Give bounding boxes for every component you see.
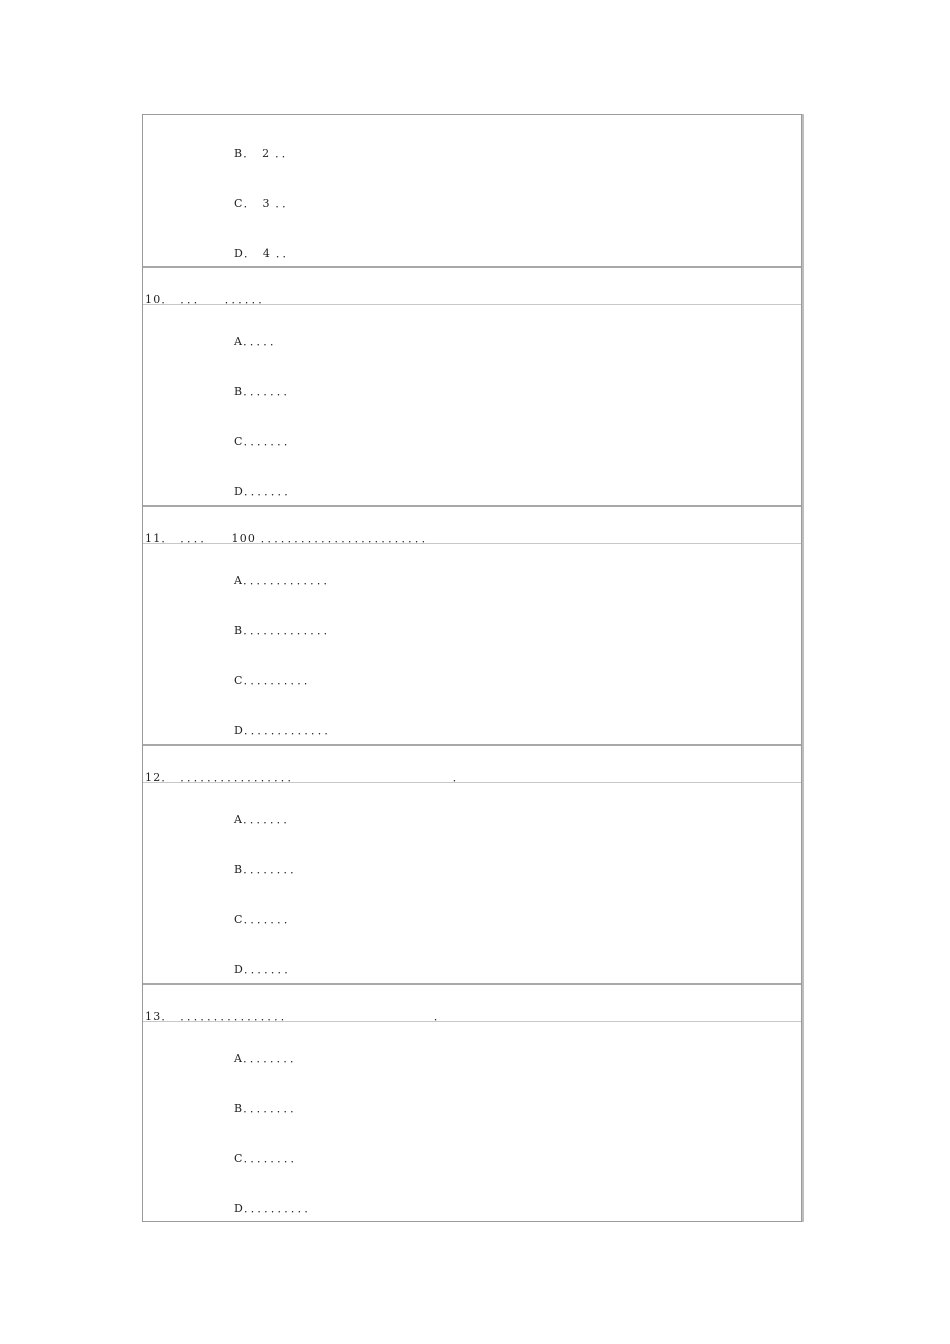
question-11-text: 11． ．．．． 100 ．．．．．．．．．．．．．．．．．．．．．．．．． [145,532,434,545]
option-a: A．．．．．．． [234,813,296,826]
option-a: A．．．．．．．． [234,1052,303,1065]
option-d: D．．．．．．． [234,485,297,498]
option-c: C．．．．．．．．．． [234,674,317,687]
option-a: A．．．．．．．．．．．．． [234,574,336,587]
question-block-9-continued [143,115,801,268]
option-b: B．．．．．．．．．．．．． [234,624,336,637]
option-c: C． 3 ．． [234,197,295,210]
option-c: C．．．．．．．． [234,1152,303,1165]
question-10-text: 10． ．．． ．．．．．． [145,293,271,306]
option-b: B．．．．．．．． [234,1102,303,1115]
question-block-13 [143,985,801,1223]
question-divider [143,1021,801,1022]
option-d: D．．．．．．．．．． [234,1202,317,1215]
question-divider [143,782,801,783]
question-block-11 [143,507,801,746]
option-b: B．．．．．．．． [234,863,303,876]
option-d: D． 4 ．． [234,247,295,260]
question-block-10 [143,268,801,507]
option-c: C．．．．．．． [234,913,297,926]
question-sheet [142,114,802,1222]
option-a: A．．．．． [234,335,283,348]
option-d: D．．．．．．． [234,963,297,976]
option-b: B． 2 ．． [234,147,294,160]
question-divider [143,304,801,305]
option-b: B．．．．．．． [234,385,296,398]
question-divider [143,543,801,544]
question-12-text: 12． ．．．．．．．．．．．．．．．．． ． [145,771,465,784]
option-c: C．．．．．．． [234,435,297,448]
question-block-12 [143,746,801,985]
option-d: D．．．．．．．．．．．．． [234,724,337,737]
question-13-text: 13． ．．．．．．．．．．．．．．．． ． [145,1010,447,1023]
